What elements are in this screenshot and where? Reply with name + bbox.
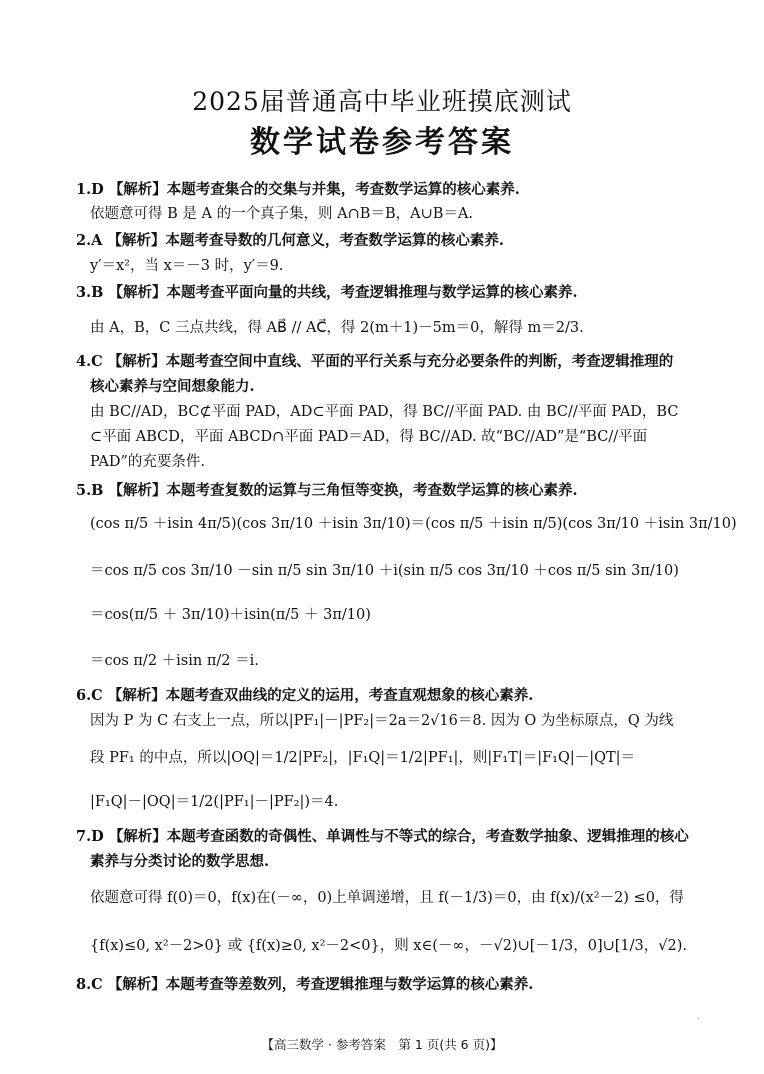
q5-step-3: ＝cos(π/5 ＋ 3π/10)＋isin(π/5 ＋ 3π/10)	[90, 607, 371, 623]
q4-solution-3: PAD”的充要条件.	[90, 454, 206, 470]
q2-analysis: 2.A 【解析】本题考查导数的几何意义，考查数学运算的核心素养.	[76, 232, 504, 249]
q6-solution-2: 段 PF₁ 的中点，所以|OQ|＝1/2|PF₂|，|F₁Q|＝1/2|PF₁|，则|F₁T|＝|F₁Q|－|QT|＝	[90, 750, 636, 766]
q3-analysis: 3.B 【解析】本题考查平面向量的共线，考查逻辑推理与数学运算的核心素养.	[76, 284, 578, 301]
q4-solution-1: 由 BC//AD，BC⊄平面 PAD，AD⊂平面 PAD，得 BC//平面 PAD. 由 BC//平面 PAD，BC	[90, 404, 679, 420]
q5-step-2: ＝cos π/5 cos 3π/10 －sin π/5 sin 3π/10 ＋i(sin π/5 cos 3π/10 ＋cos π/5 sin 3π/10)	[90, 563, 679, 579]
q7-solution-2: {f(x)≤0, x²－2>0} 或 {f(x)≥0, x²－2<0}，则 x∈(－∞，－√2)∪[－1/3，0]∪[1/3，√2).	[90, 938, 687, 954]
q4-analysis-cont: 核心素养与空间想象能力.	[90, 378, 255, 395]
q3-solution: 由 A，B，C 三点共线，得 AB⃗ // AC⃗，得 2(m＋1)－5m＝0，解得 m＝2/3.	[90, 320, 584, 336]
q6-solution-3: |F₁Q|－|OQ|＝1/2(|PF₁|－|PF₂|)＝4.	[90, 794, 339, 810]
q5-step-1: (cos π/5 ＋isin 4π/5)(cos 3π/10 ＋isin 3π/10)＝(cos π/5 ＋isin π/5)(cos 3π/10 ＋isin 3π/10)	[90, 516, 737, 532]
q8-analysis: 8.C 【解析】本题考查等差数列，考查逻辑推理与数学运算的核心素养.	[76, 976, 534, 993]
q5-step-4: ＝cos π/2 ＋isin π/2 ＝i.	[90, 653, 259, 669]
q2-solution: y′＝x²，当 x＝－3 时，y′＝9.	[90, 258, 284, 274]
answer-title: 数学试卷参考答案	[250, 125, 514, 160]
q5-analysis: 5.B 【解析】本题考查复数的运算与三角恒等变换，考查数学运算的核心素养.	[76, 482, 578, 499]
q1-analysis: 1.D 【解析】本题考查集合的交集与并集，考查数学运算的核心素养.	[76, 181, 520, 198]
q7-analysis: 7.D 【解析】本题考查函数的奇偶性、单调性与不等式的综合，考查数学抽象、逻辑推理的核心	[76, 828, 689, 845]
q6-solution-1: 因为 P 为 C 右支上一点，所以|PF₁|－|PF₂|＝2a＝2√16＝8. 因为 O 为坐标原点，Q 为线	[90, 713, 674, 729]
page-footer: 【高三数学 · 参考答案 第 1 页(共 6 页)】	[261, 1037, 503, 1052]
corner-mark: ·	[696, 1014, 700, 1025]
q1-solution: 依题意可得 B 是 A 的一个真子集，则 A∩B＝B，A∪B＝A.	[90, 206, 473, 222]
exam-title: 2025届普通高中毕业班摸底测试	[192, 87, 572, 116]
q4-solution-2: ⊂平面 ABCD，平面 ABCD∩平面 PAD＝AD，得 BC//AD. 故“BC//AD”是“BC//平面	[90, 429, 648, 445]
q7-solution-1: 依题意可得 f(0)＝0，f(x)在(－∞，0)上单调递增，且 f(－1/3)＝0，由 f(x)/(x²－2) ≤0，得	[90, 890, 684, 906]
q6-analysis: 6.C 【解析】本题考查双曲线的定义的运用，考查直观想象的核心素养.	[76, 687, 534, 704]
q7-analysis-cont: 素养与分类讨论的数学思想.	[90, 853, 270, 870]
q4-analysis: 4.C 【解析】本题考查空间中直线、平面的平行关系与充分必要条件的判断，考查逻辑推理的	[76, 353, 674, 370]
